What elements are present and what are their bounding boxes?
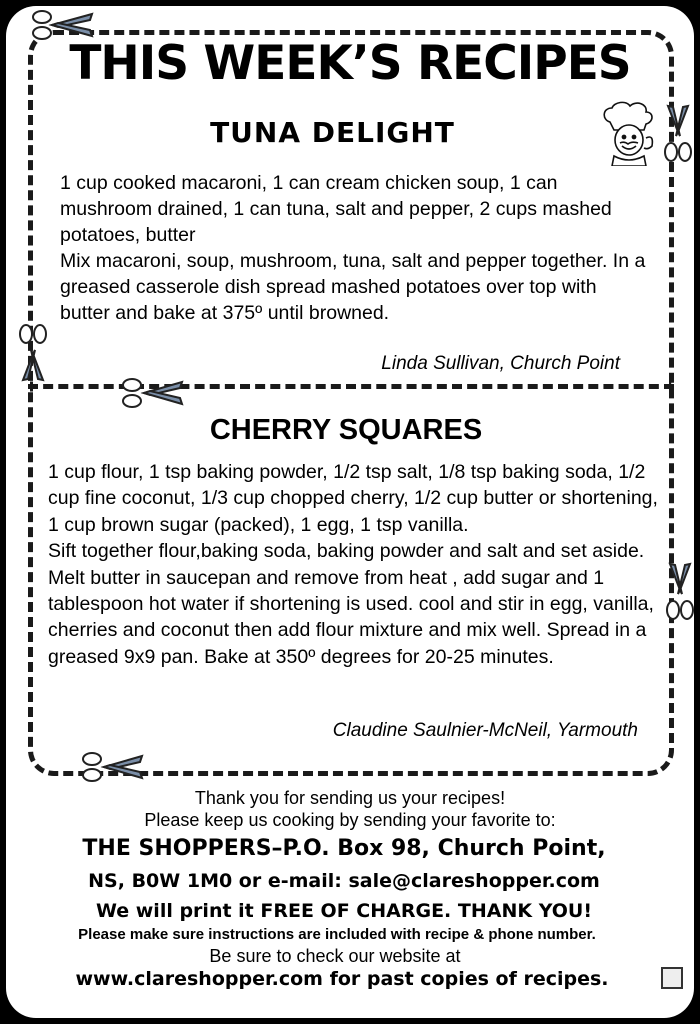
corner-mark: [661, 967, 683, 989]
footer-address-line1: THE SHOPPERS–P.O. Box 98, Church Point,: [82, 836, 606, 861]
scissors-icon: [16, 320, 50, 382]
recipe-1-title: TUNA DELIGHT: [210, 116, 455, 149]
recipe-2-title: CHERRY SQUARES: [209, 414, 483, 446]
recipe-1-ingredients: 1 cup cooked macaroni, 1 can cream chicken soup, 1 can mushroom drained, 1 can tuna, salt and pepper, 2 cups mashed potatoes, butter: [60, 172, 612, 246]
page-title: THIS WEEK’S RECIPES: [69, 36, 631, 91]
scissors-icon: [662, 104, 694, 166]
recipe-1-instructions: Mix macaroni, soup, mushroom, tuna, salt and pepper together. In a greased casserole dish spread mashed potatoes over top with butter and bake at 375º until browned.: [60, 250, 646, 324]
scissors-icon: [80, 750, 144, 784]
recipe-1-body: [60, 170, 650, 326]
scissors-icon: [120, 376, 184, 410]
footer-website-note: Be sure to check our website at: [209, 946, 461, 966]
footer-address-line2: NS, B0W 1M0 or e-mail: sale@clareshopper.com: [88, 870, 600, 892]
footer-free-print: We will print it FREE OF CHARGE. THANK YOU!: [95, 900, 593, 922]
recipe-2-body: [48, 459, 668, 670]
scissors-icon: [664, 562, 696, 624]
recipe-1-author: Linda Sullivan, Church Point: [381, 353, 620, 374]
footer-instructions-note: Please make sure instructions are included with recipe & phone number.: [78, 926, 596, 943]
recipe-2-author: Claudine Saulnier-McNeil, Yarmouth: [332, 720, 638, 741]
footer-keep-cooking: Please keep us cooking by sending your favorite to:: [144, 810, 556, 830]
recipe-2-instructions: Sift together flour,baking soda, baking powder and salt and set aside. Melt butter in saucepan and remove from heat , add sugar and 1 tablespoon hot water if shortening is used. cool and stir in egg, vanilla, cherries and coconut then add flour mixture and mix well. Spread in a greased 9x9 pan. Bake at 350º degrees for 20-25 minutes.: [48, 540, 654, 668]
footer-website-line: www.clareshopper.com for past copies of recipes.: [75, 968, 609, 990]
scissors-icon: [30, 8, 94, 42]
recipe-2-ingredients: 1 cup flour, 1 tsp baking powder, 1/2 tsp salt, 1/8 tsp baking soda, 1/2 cup fine coconut, 1/3 cup chopped cherry, 1/2 cup butter or shortening, 1 cup brown sugar (packed), 1 egg, 1 tsp vanilla.: [48, 461, 658, 536]
footer-thanks: Thank you for sending us your recipes!: [194, 788, 506, 808]
chef-icon: [596, 100, 662, 166]
